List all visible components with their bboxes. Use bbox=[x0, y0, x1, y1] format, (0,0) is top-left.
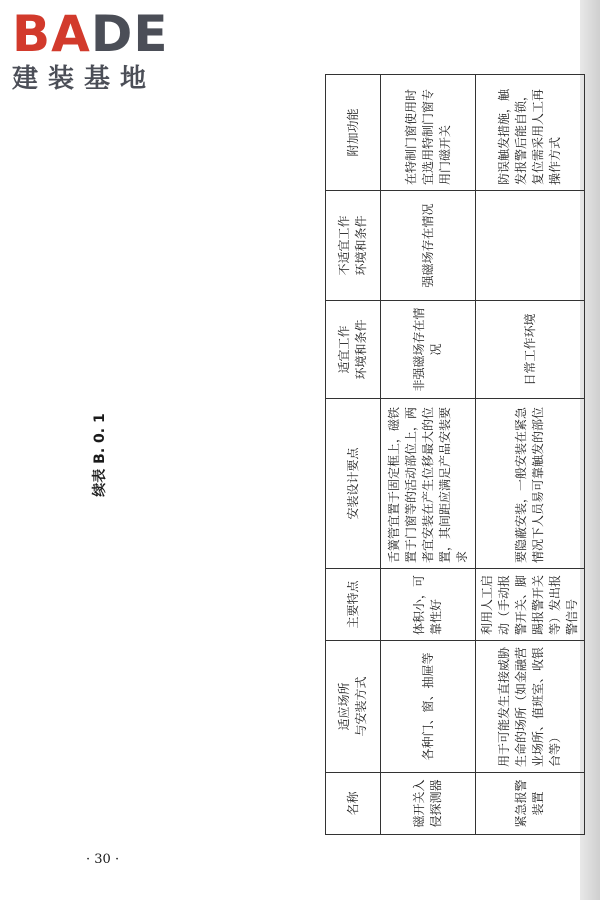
detector-table bbox=[325, 74, 585, 835]
table-header-row bbox=[326, 75, 381, 835]
header-unsuitable-env: 不适宜工作 环境和条件 bbox=[326, 191, 381, 301]
table-row bbox=[476, 75, 585, 835]
cell-install-points: 要隐蔽安装，一般安装在紧急情况下人员易可靠触发的部位 bbox=[476, 399, 585, 569]
header-location: 适应场所 与安装方式 bbox=[326, 641, 381, 773]
header-install-points: 安装设计要点 bbox=[326, 399, 381, 569]
cell-name: 紧急报警装置 bbox=[476, 773, 585, 835]
cell-name: 磁开关入侵探测器 bbox=[381, 773, 476, 835]
header-extra-functions: 附加功能 bbox=[326, 75, 381, 191]
cell-extra-functions: 防误触发措施，触发报警后能自锁，复位需采用人工再操作方式 bbox=[476, 75, 585, 191]
cell-extra-functions: 在特制门窗使用时宜选用特制门窗专用门磁开关 bbox=[381, 75, 476, 191]
cell-location: 用于可能发生直接威胁生命的场所（如金融营业场所、值班室、收银台等） bbox=[476, 641, 585, 773]
cell-unsuitable-env bbox=[476, 191, 585, 301]
header-suitable-env: 适宜工作 环境和条件 bbox=[326, 301, 381, 399]
logo-subtitle: 建装基地 bbox=[12, 64, 157, 94]
cell-suitable-env: 非强磁场存在情况 bbox=[381, 301, 476, 399]
table-caption: 续表 B. 0. 1 bbox=[92, 413, 108, 497]
cell-unsuitable-env: 强磁场存在情况 bbox=[381, 191, 476, 301]
cell-features: 体积小，可靠性好 bbox=[381, 569, 476, 641]
header-features: 主要特点 bbox=[326, 569, 381, 641]
logo-brand: BADE bbox=[12, 5, 169, 63]
cell-features: 利用人工启动（手动报警开关、脚踢报警开关等）发出报警信号 bbox=[476, 569, 585, 641]
cell-location: 各种门、窗、抽屉等 bbox=[381, 641, 476, 773]
cell-install-points: 舌簧管宜置于固定框上，磁铁置于门窗等的活动部位上，两者宜安装在产生位移最大的位置，其间距应满足产品安装要求 bbox=[381, 399, 476, 569]
page-number: · 30 · bbox=[86, 852, 120, 867]
rotated-page-content bbox=[90, 75, 579, 835]
cell-suitable-env: 日常工作环境 bbox=[476, 301, 585, 399]
header-name: 名称 bbox=[326, 773, 381, 835]
table-row bbox=[381, 75, 476, 835]
